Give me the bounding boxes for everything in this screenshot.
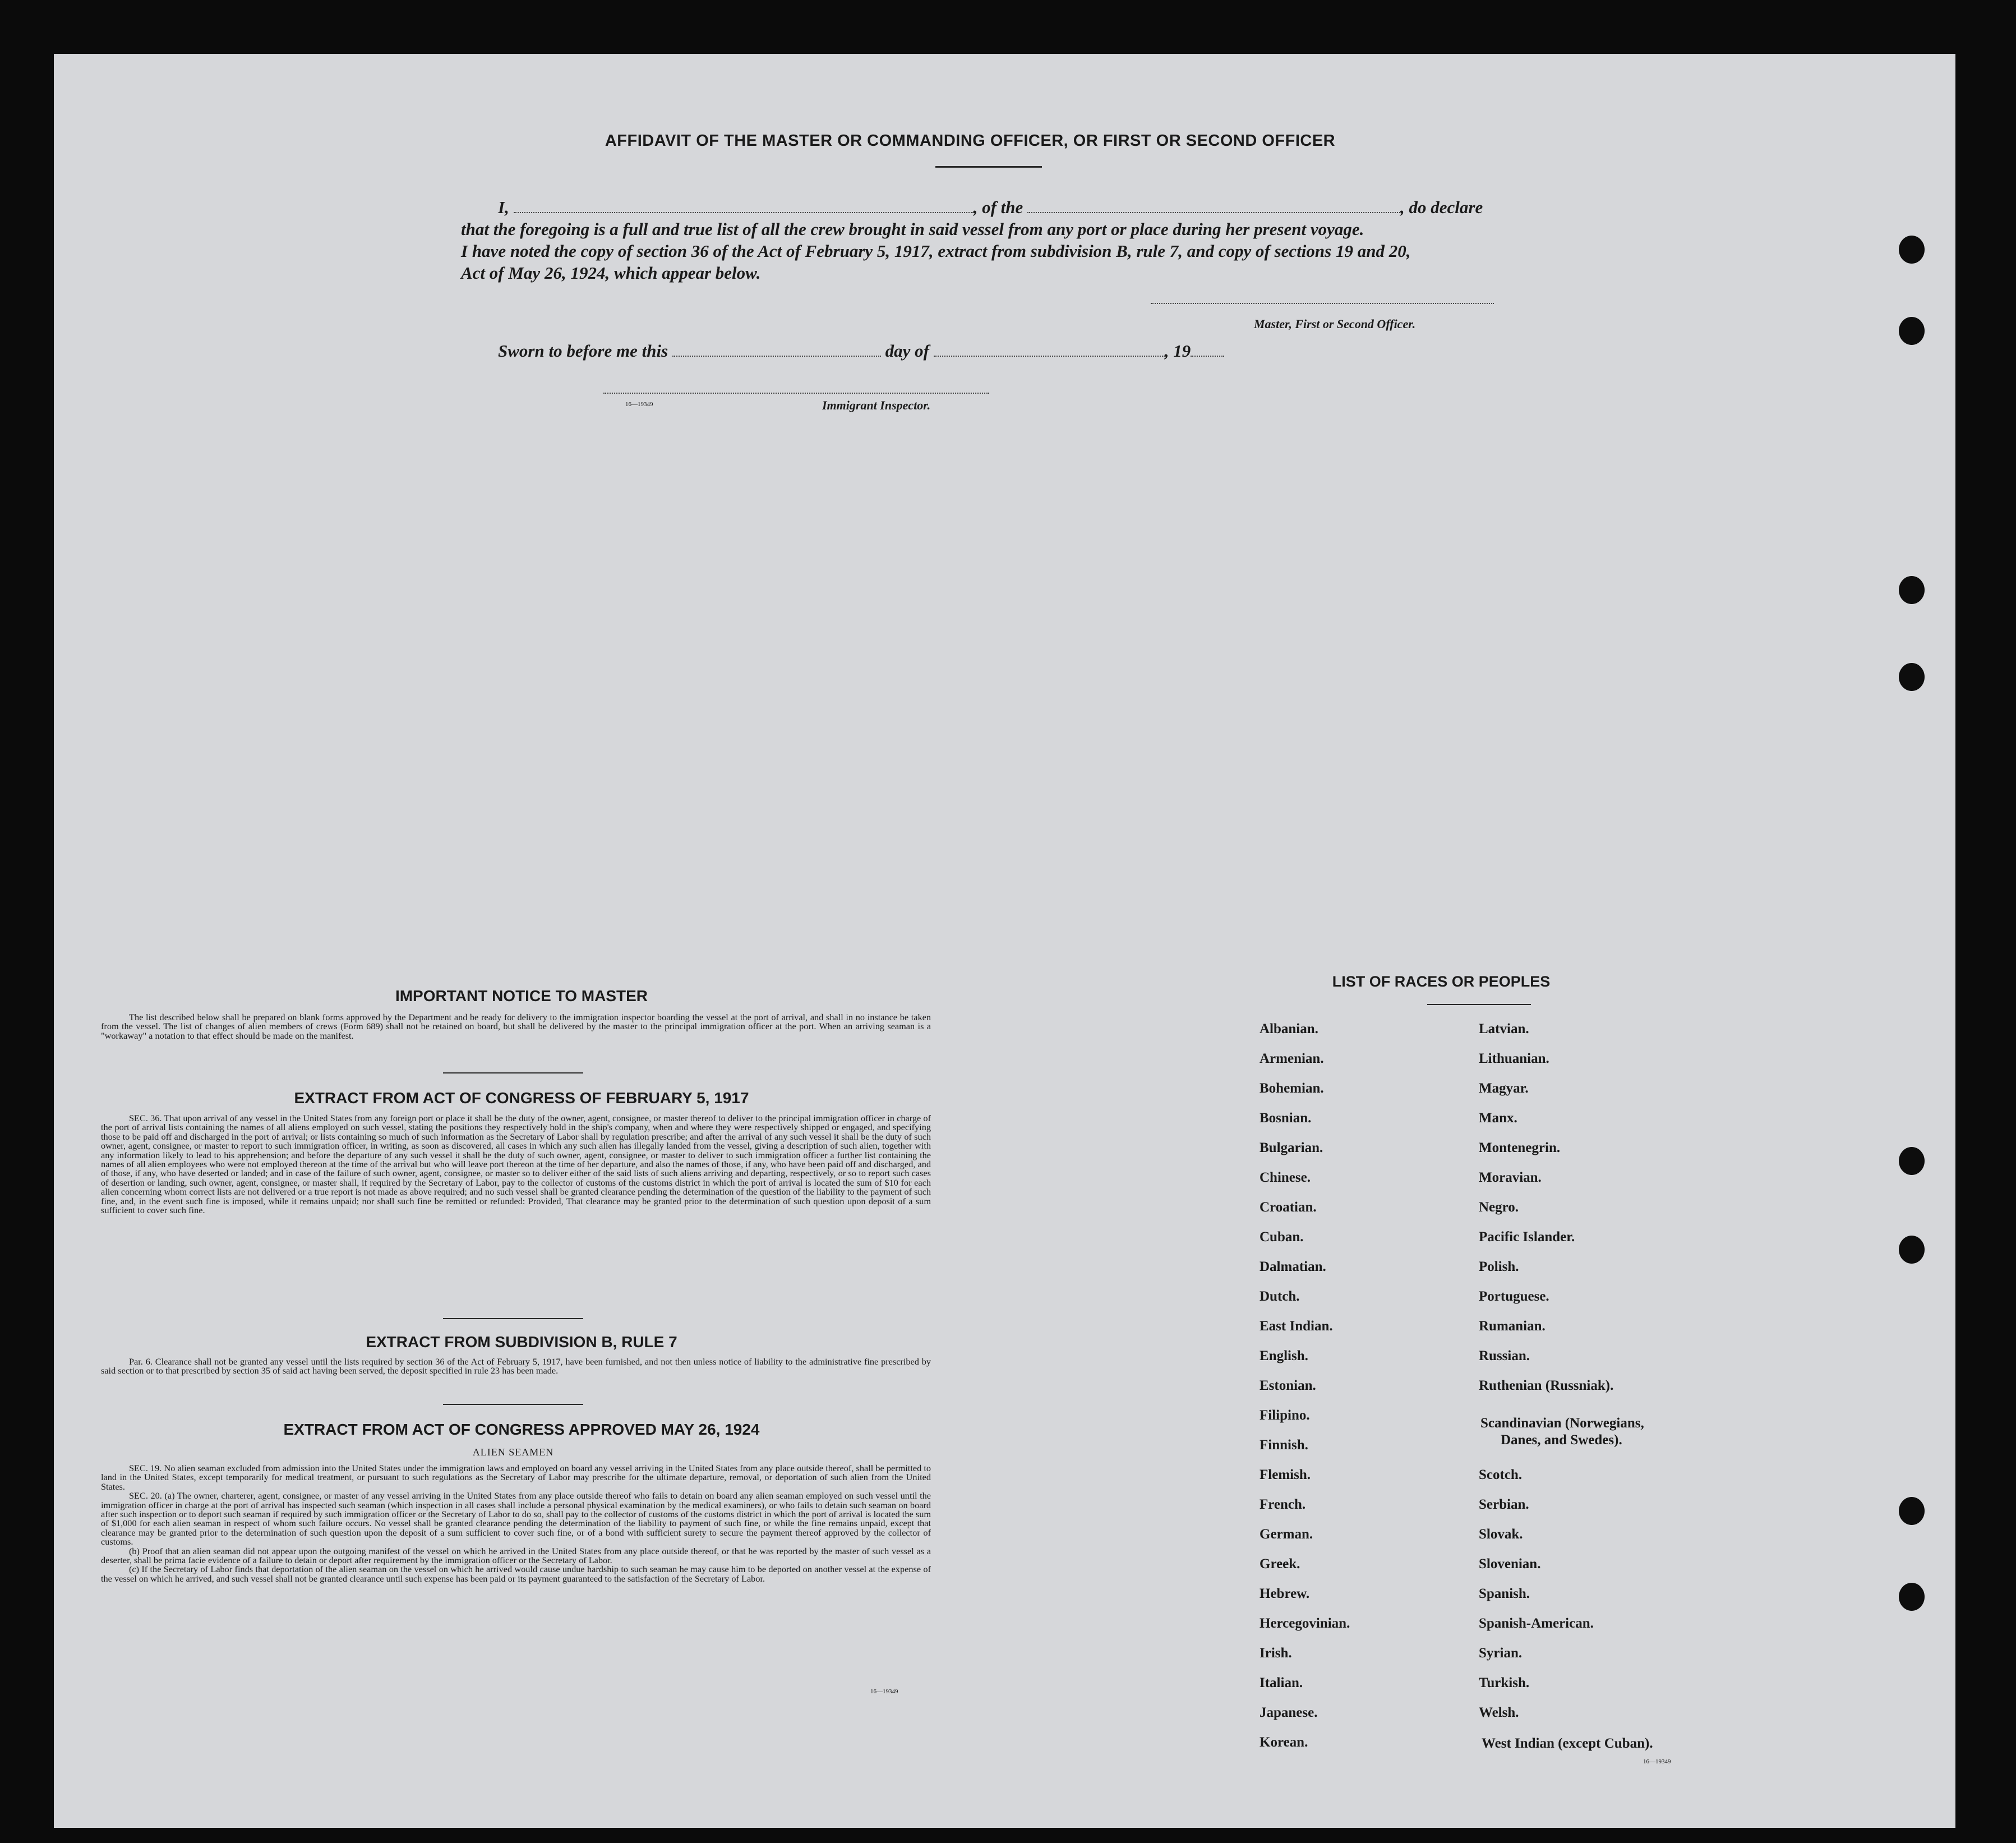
race-left: Estonian. [1260,1378,1316,1393]
affidavit-title: AFFIDAVIT OF THE MASTER OR COMMANDING OFFICER, OR FIRST OR SECOND OFFICER [605,132,1336,150]
punch-hole [1899,663,1925,691]
notice-paragraph: The list described below shall be prepared on blank forms approved by the Department and be ready for delivery to the immigration inspector boarding the vessel at the port of arrival, and shall in no instance be taken from the vessel. The list of changes of alien members of crews (Form 689) shall not be retained on board, but shall be delivered by the master to the principal immigration officer at the port. When an arriving seaman is a "workaway" a notation to that effect should be made on the manifest. [101,1012,931,1041]
act-1924-text [101,1464,931,1583]
race-left: East Indian. [1260,1319,1333,1334]
declaration-line-1 [461,196,1526,218]
sworn-label: Sworn to before me this [498,341,668,361]
race-right: Pacific Islander. [1479,1229,1575,1245]
form-number: 16—19349 [625,401,653,408]
race-right: Polish. [1479,1259,1519,1274]
sworn-day-field[interactable] [672,343,881,357]
race-right: Manx. [1479,1111,1517,1126]
race-left: German. [1260,1527,1313,1542]
race-left: Bohemian. [1260,1081,1324,1096]
rule-7-text [101,1357,931,1376]
races-title: LIST OF RACES OR PEOPLES [1332,973,1551,990]
race-right: Montenegrin. [1479,1140,1561,1155]
section-36-paragraph: SEC. 36. That upon arrival of any vessel in the United States from any foreign port or place it shall be the duty of the owner, agent, consignee, or master thereof to deliver to the principal immigration officer in charge of the port of arrival lists containing the names of all aliens employed on such vessel, stating the positions they respectively hold in the ship's company, when and where they were respectively shipped or engaged, and specifying those to be paid off and discharged in the port of arrival; or lists containing so much of such information as the Secretary of Labor shall by regulation prescribe; and after the arrival of any such vessel it shall be the duty of such owner, agent, consignee, or master to report to such immigration officer, in writing, as soon as discovered, all cases in which any such alien has illegally landed from the vessel, giving a description of such alien, together with any information likely to lead to his apprehension; and before the departure of any such vessel it shall be the duty of such owner, agent, consignee, or master to deliver to such immigration officer a further list containing the names of all alien employees who were not employed thereon at the time of the arrival but who will leave port thereon at the time of her departure, and also the names of those, if any, who have been paid off and discharged, and of those, if any, who have deserted or landed; and in case of the failure of such owner, agent, consignee, or master so to deliver either of the said lists of such aliens arriving and departing, respectively, or so to report such cases of desertion or landing, such owner, agent, consignee, or master shall, if required by the Secretary of Labor, pay to the collector of customs of the customs district in which the port of arrival is located the sum of $10 for each alien concerning whom correct lists are not delivered or a true report is not made as above required; and no such vessel shall be granted clearance pending the determination of the question of the liability to the payment of such fine, and, in the event such fine is imposed, while it remains unpaid; nor shall such fine be remitted or refunded: Provided, That clearance may be granted prior to the determination of such question upon deposit of a sum sufficient to cover such fine. [101,1113,931,1216]
races-title-divider [1427,1004,1531,1005]
alien-seamen-subtitle: ALIEN SEAMEN [472,1446,554,1458]
race-left: Bosnian. [1260,1111,1312,1126]
act-1924-title: EXTRACT FROM ACT OF CONGRESS APPROVED MAY 26, 1924 [283,1421,760,1438]
race-right: Slovenian. [1479,1556,1541,1572]
race-left: French. [1260,1497,1306,1512]
form-number: 16—19349 [1643,1758,1671,1765]
race-left: Greek. [1260,1556,1300,1572]
race-left: Japanese. [1260,1705,1318,1720]
act-1917-text [101,1114,931,1215]
punch-hole [1899,576,1925,604]
race-right: Welsh. [1479,1705,1519,1720]
section-divider [443,1404,583,1405]
sworn-line [461,340,1526,362]
section-20a-paragraph: SEC. 20. (a) The owner, charterer, agent, consignee, or master of any vessel arriving in the United States from any place outside thereof who fails to detain on board any alien seaman employed on such vessel until the immigration officer in charge at the port of arrival has inspected such seaman (which inspection in all cases shall include a personal physical examination by the medical examiners), or who fails to detain such seaman on board after such inspection or to deport such seaman if required by such immigration officer or the Secretary of Labor to do so, shall pay to the collector of customs of the customs district in which the port of arrival is located the sum of $1,000 for each alien seaman in respect of whom such failure occurs. No vessel shall be granted clearance pending the determination of the liability to payment of such fine, or while the fine remains unpaid, except that clearance may be granted prior to the determination of such question upon the deposit of a sum sufficient to cover such fine, or of a bond with sufficient surety to secure the payment thereof approved by the collector of customs. [101,1490,931,1547]
vessel-name-field[interactable] [1027,200,1400,213]
declarant-prefix: I, [498,197,509,217]
race-right: Ruthenian (Russniak). [1479,1378,1614,1393]
section-divider [443,1072,583,1073]
day-of-label: day of [885,341,929,361]
race-right: Lithuanian. [1479,1051,1549,1066]
act-1917-title: EXTRACT FROM ACT OF CONGRESS OF FEBRUARY 5, 1917 [294,1089,749,1107]
race-left: Flemish. [1260,1467,1311,1482]
race-left: Dalmatian. [1260,1259,1326,1274]
signature-label: Master, First or Second Officer. [1254,317,1416,331]
race-left: Croatian. [1260,1200,1317,1215]
punch-hole [1899,1147,1925,1175]
notice-text [101,1013,931,1040]
rule-7-paragraph: Par. 6. Clearance shall not be granted any vessel until the lists required by section 36 of the Act of February 5, 1917, have been furnished, and not then unless notice of liability to the administrative fine prescribed by said section or to that prescribed by section 35 of said act having been served, the deposit specified in rule 23 has been made. [101,1356,931,1376]
race-right-continued: Danes, and Swedes). [1501,1432,1622,1448]
race-right: Scandinavian (Norwegians, [1480,1416,1644,1431]
section-19-paragraph: SEC. 19. No alien seaman excluded from admission into the United States under the immigration laws and employed on board any vessel arriving in the United States from any place outside thereof, shall be permitted to land in the United States, except temporarily for medical treatment, or pursuant to such regulations as the Secretary of Labor may prescribe for the ultimate departure, removal, or deportation of such alien from the United States. [101,1463,931,1492]
punch-hole [1899,317,1925,345]
race-left: Armenian. [1260,1051,1324,1066]
race-right: Negro. [1479,1200,1519,1215]
race-left: Hercegovinian. [1260,1616,1350,1631]
declaration-line-2: that the foregoing is a full and true list of all the crew brought in said vessel from any port or place during her present voyage. [461,219,1364,239]
punch-hole [1899,1583,1925,1611]
race-right: Portuguese. [1479,1289,1549,1304]
race-left: Korean. [1260,1735,1308,1750]
punch-hole [1899,1236,1925,1264]
section-divider [443,1318,583,1319]
declaration-line-4: Act of May 26, 1924, which appear below. [461,263,761,283]
race-right: Spanish. [1479,1586,1530,1601]
race-right: Turkish. [1479,1675,1530,1690]
of-the-label: , of the [973,197,1023,217]
notice-title: IMPORTANT NOTICE TO MASTER [395,987,648,1005]
race-left: Bulgarian. [1260,1140,1323,1155]
punch-hole [1899,236,1925,264]
signature-line[interactable] [1151,303,1494,304]
punch-hole [1899,1497,1925,1525]
year-label: , 19 [1164,341,1191,361]
rule-7-title: EXTRACT FROM SUBDIVISION B, RULE 7 [366,1333,677,1351]
race-left: Hebrew. [1260,1586,1310,1601]
race-left: Finnish. [1260,1437,1308,1453]
section-20b-paragraph: (b) Proof that an alien seaman did not appear upon the outgoing manifest of the vessel on which he arrived in the United States from any place outside thereof, or that he was reported by the master of such vessel as a deserter, shall be prima facie evidence of a failure to detain or deport after requirement by the immigration officer or the Secretary of Labor. [101,1545,931,1566]
title-divider [935,166,1042,168]
race-right: Serbian. [1479,1497,1529,1512]
race-left: Chinese. [1260,1170,1311,1185]
race-left: Cuban. [1260,1229,1304,1245]
race-right: Russian. [1479,1348,1530,1363]
sworn-month-field[interactable] [934,343,1165,357]
sworn-year-field[interactable] [1191,343,1224,357]
declaration-line-3: I have noted the copy of section 36 of the Act of February 5, 1917, extract from subdivision B, rule 7, and copy of sections 19 and 20, [461,241,1411,261]
inspector-label: Immigrant Inspector. [822,398,931,412]
section-20c-paragraph: (c) If the Secretary of Labor finds that deportation of the alien seaman on the vessel on which he arrived would cause undue hardship to such seaman he may cause him to be deported on another vessel at the expense of the vessel on which he arrived, and such vessel shall not be granted clearance until such expense has been paid or its payment guaranteed to the satisfaction of the Secretary of Labor. [101,1564,931,1584]
race-right: Syrian. [1479,1646,1523,1661]
inspector-signature-line[interactable] [603,393,989,394]
race-right: Rumanian. [1479,1319,1546,1334]
race-right: Spanish-American. [1479,1616,1594,1631]
race-left: Filipino. [1260,1408,1310,1423]
race-right: Magyar. [1479,1081,1529,1096]
race-right: Slovak. [1479,1527,1523,1542]
race-left: Italian. [1260,1675,1303,1690]
race-right: Scotch. [1479,1467,1523,1482]
race-left: Dutch. [1260,1289,1300,1304]
declarant-name-field[interactable] [514,200,974,213]
race-left: English. [1260,1348,1308,1363]
race-right: West Indian (except Cuban). [1482,1736,1653,1751]
race-left: Irish. [1260,1646,1292,1661]
form-number: 16—19349 [870,1688,898,1695]
race-right: Latvian. [1479,1021,1529,1036]
race-right: Moravian. [1479,1170,1542,1185]
race-left: Albanian. [1260,1021,1318,1036]
declare-label: , do declare [1400,197,1483,217]
